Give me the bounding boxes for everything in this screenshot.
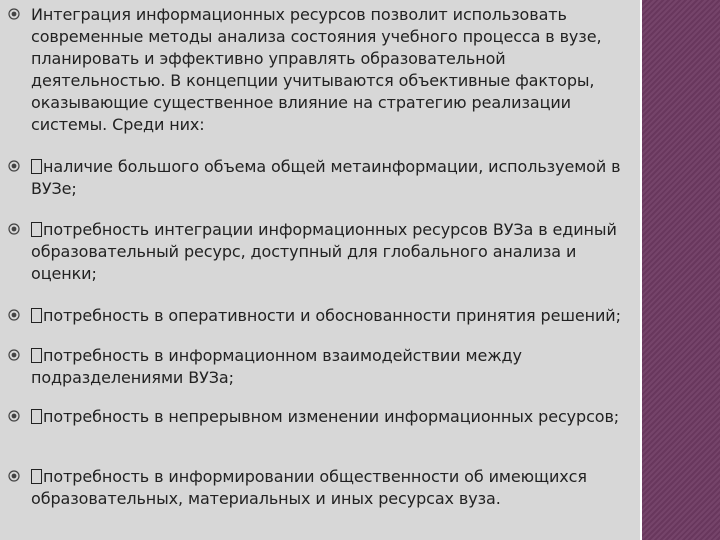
target-bullet-icon: [8, 8, 20, 20]
missing-glyph-icon: [31, 409, 42, 424]
target-bullet-icon: [8, 470, 20, 482]
item-text: потребность в непрерывном изменении информационных ресурсов;: [43, 407, 620, 426]
missing-glyph-icon: [31, 222, 42, 237]
item-text: Интеграция информационных ресурсов позволит использовать современные методы анализа состояния учебного процесса в вузе, планировать и эффективно управлять образовательной деятельностью. В концепции учитываются объективные факторы, оказывающие существенное влияние на стратегию реализации системы. Среди них:: [31, 5, 602, 134]
item-text: потребность интеграции информационных ресурсов ВУЗа в единый образовательный ресурс, доступный для глобального анализа и оценки;: [31, 220, 617, 283]
target-bullet-icon: [8, 309, 20, 321]
missing-glyph-icon: [31, 308, 42, 323]
missing-glyph-icon: [31, 159, 42, 174]
item-text: потребность в информационном взаимодействии между подразделениями ВУЗа;: [31, 346, 522, 387]
item-text: потребность в оперативности и обоснованности принятия решений;: [43, 306, 621, 325]
target-bullet-icon: [8, 410, 20, 422]
item-text: потребность в информировании общественности об имеющихся образовательных, материальных и иных ресурсах вуза.: [31, 467, 587, 508]
target-bullet-icon: [8, 223, 20, 235]
decorative-side-panel: [642, 0, 720, 540]
target-bullet-icon: [8, 160, 20, 172]
missing-glyph-icon: [31, 469, 42, 484]
target-bullet-icon: [8, 349, 20, 361]
missing-glyph-icon: [31, 348, 42, 363]
item-text: наличие большого объема общей метаинформации, используемой в ВУЗе;: [31, 157, 621, 198]
